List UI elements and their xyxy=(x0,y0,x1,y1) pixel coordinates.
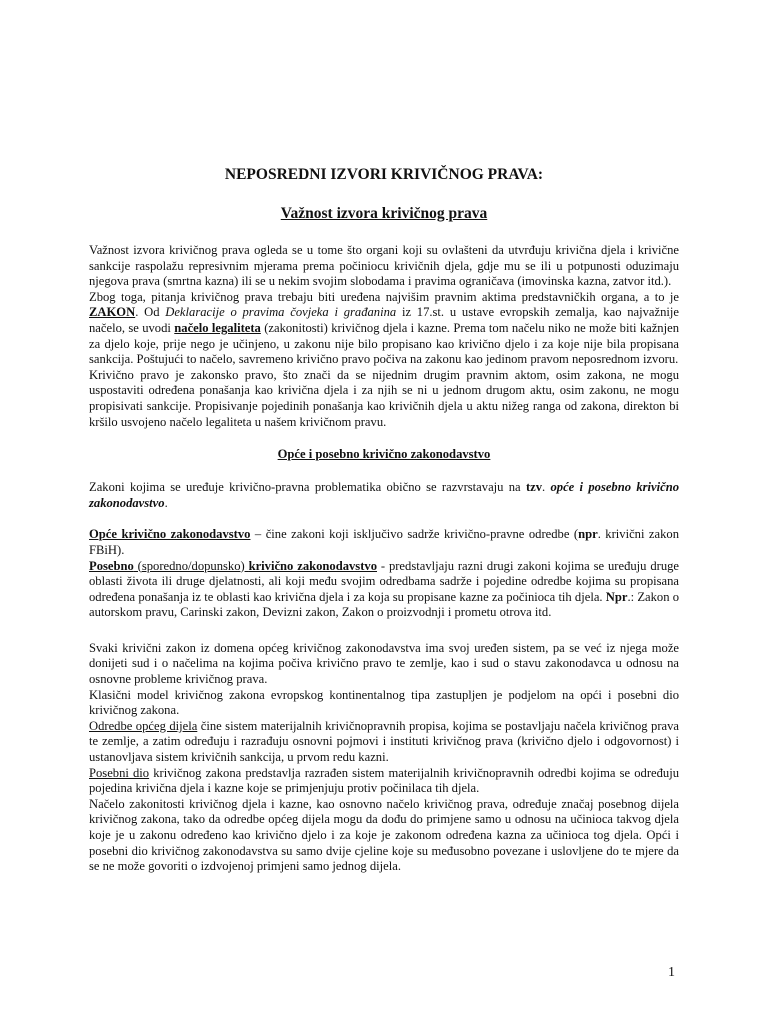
text-run: Zakoni kojima se uređuje krivično-pravna problematika obično se razvrstavaju na xyxy=(89,480,526,495)
paragraph-importance: Važnost izvora krivičnog prava ogleda se u tome što organi koji su ovlašteni da utvrđuju krivična djela i krivične sankcije raspolažu represivnim mjerama prema počiniocu krivičnih djela, gdje mu se ili u potpunosti oduzimaju njegova prava (smrtna kazna) ili se u nekim svojim slobodama i pravima ograničava (imovinska kazna, zatvor itd.). xyxy=(89,243,679,289)
paragraph-law xyxy=(89,290,679,368)
text-run: - predstavljaju razni drugi zakoni kojima se uređuju druge oblasti života ili druge djelatnosti, ali koji među svojim odredbama sadrže i pojedine odredbe kojima su propisana određena ponašanja iz te oblasti kao krivična djela i za koja su propisane kazne za počinioca tih djela. xyxy=(89,558,680,604)
text-run: krivičnog zakona predstavlja razrađen sistem materijalnih krivičnopravnih odredbi kojima se određuju pojedina krivična djela i kazne koje se primjenjuju protiv počinilaca tih djela. xyxy=(89,765,679,796)
npr-term: Npr xyxy=(605,589,628,604)
text-run: čine sistem materijalnih krivičnopravnih propisa, kojima se postavljaju načela krivičnog prava te zemlje, a zatim određuju i razrađuju osnovni pojmovi i instituti krivičnog prava (krivično djelo i odgovornost) i ustanovljava sistem krivičnih sankcija, u prvom redu kazni. xyxy=(89,718,679,765)
page-number: 1 xyxy=(668,965,675,980)
document-subtitle: Važnost izvora krivičnog prava xyxy=(280,205,488,222)
paragraph-legality-principle: Načelo zakonitosti krivičnog djela i kazne, kao osnovno načelo krivičnog prava, određuje značaj posebnog dijela krivičnog zakona, tako da odredbe općeg dijela mogu da dođu do primjene samo u odnosu na učinioca takvog djela koje je u zakonu određeno kao krivično djelo i za koje je zakonom određena kazna za učinioca tog djela. Opći i posebni dio krivičnog zakonodavstva su samo dvije cjeline koje su međusobno povezane i uslovljene do te mjere da se ne može govoriti o izdvojenoj primjeni samo jednog dijela. xyxy=(89,796,679,874)
posebno-term: Posebno xyxy=(89,558,134,573)
paragraph-special-legislation xyxy=(89,559,679,621)
paragraph-classification xyxy=(89,480,679,511)
paragraph-statutory-law: Krivično pravo je zakonsko pravo, što znači da se nijednim drugim pravnim aktom, osim zakona, ne mogu uspostaviti određena ponašanja kao krivična djela i za njih se ni u jednom drugom aktu, osim zakonu, ne mogu propisivati sankcije. Propisivanje pojedinih ponašanja kao krivičnih djela u aktu nižeg ranga od zakona, direkton bi kršilo usvojeno načelo legaliteta u našem krivičnom pravu. xyxy=(89,367,679,429)
tzv-term: tzv xyxy=(525,480,543,495)
legislation-types: opće i posebno krivično zakonodavstvo xyxy=(89,480,680,510)
document-title: NEPOSREDNI IZVORI KRIVIČNOG PRAVA: xyxy=(224,166,544,183)
paragraph-classic-model: Klasični model krivičnog zakona evropskog kontinentalnog tipa zastupljen je podjelom na opći i posebni dio krivičnog zakona. xyxy=(89,687,679,718)
special-legislation-term: krivično zakonodavstvo xyxy=(248,558,378,573)
text-run: . xyxy=(542,480,551,495)
zakon-term: ZAKON xyxy=(89,305,136,320)
paragraph-criminal-code-system: Svaki krivični zakon iz domena općeg krivičnog zakonodavstva ima svoj uređen sistem, pa se već iz njega može donijeti sud i o načelima na kojima počiva krivično pravo te zemlje, kao i sud o stavu zakonodavca u odnosu na osnovne probleme krivičnog prava. xyxy=(89,640,679,687)
text-run: .: Zakon o autorskom pravu, Carinski zakon, Devizni zakon, Zakon o proizvodnji i prometu otrova itd. xyxy=(89,589,679,620)
special-part-term: Posebni dio xyxy=(89,765,150,780)
page-content xyxy=(89,165,679,875)
npr-term: npr xyxy=(578,527,598,542)
text-run: iz 17.st. u ustave evropskih zemalja, kao najvažnije načelo, se uvodi xyxy=(89,305,679,335)
general-legislation-term: Opće krivično zakonodavstvo xyxy=(89,527,251,542)
general-part-term: Odredbe općeg dijela xyxy=(89,718,198,733)
text-run: . Od xyxy=(135,305,166,320)
declaration-title: Deklaracije o pravima čovjeka i građanina xyxy=(165,305,397,320)
legality-term: načelo legaliteta xyxy=(174,320,261,335)
paragraph-special-part xyxy=(89,766,679,797)
paragraph-general-part xyxy=(89,719,679,766)
text-run: . xyxy=(164,495,168,510)
text-run: (zakonitosti) krivičnog djela i kazne. Prema tom načelu niko ne može biti kažnjen za djelo koje, prije nego je učinjeno, u zakonu nije bilo propisano kao krivično djelo i za koje nije bila propisana sankcija. Poštujući to načelo, savremeno krivično pravo počiva na zakonu kao jedinom pravom neposrednom izvoru. xyxy=(89,320,679,367)
paragraph-general-legislation xyxy=(89,527,679,558)
text-run: Zbog toga, pitanja krivičnog prava trebaju biti uređena najvišim pravnim aktima predstavničkih organa, a to je xyxy=(89,289,679,304)
text-run: . krivični zakon FBiH). xyxy=(89,527,679,557)
posebno-paren: (sporedno/dopunsko) xyxy=(133,558,249,573)
section-heading: Opće i posebno krivično zakonodavstvo xyxy=(277,447,491,462)
text-run: – čine zakoni koji isključivo sadrže krivično-pravne odredbe ( xyxy=(250,527,579,542)
